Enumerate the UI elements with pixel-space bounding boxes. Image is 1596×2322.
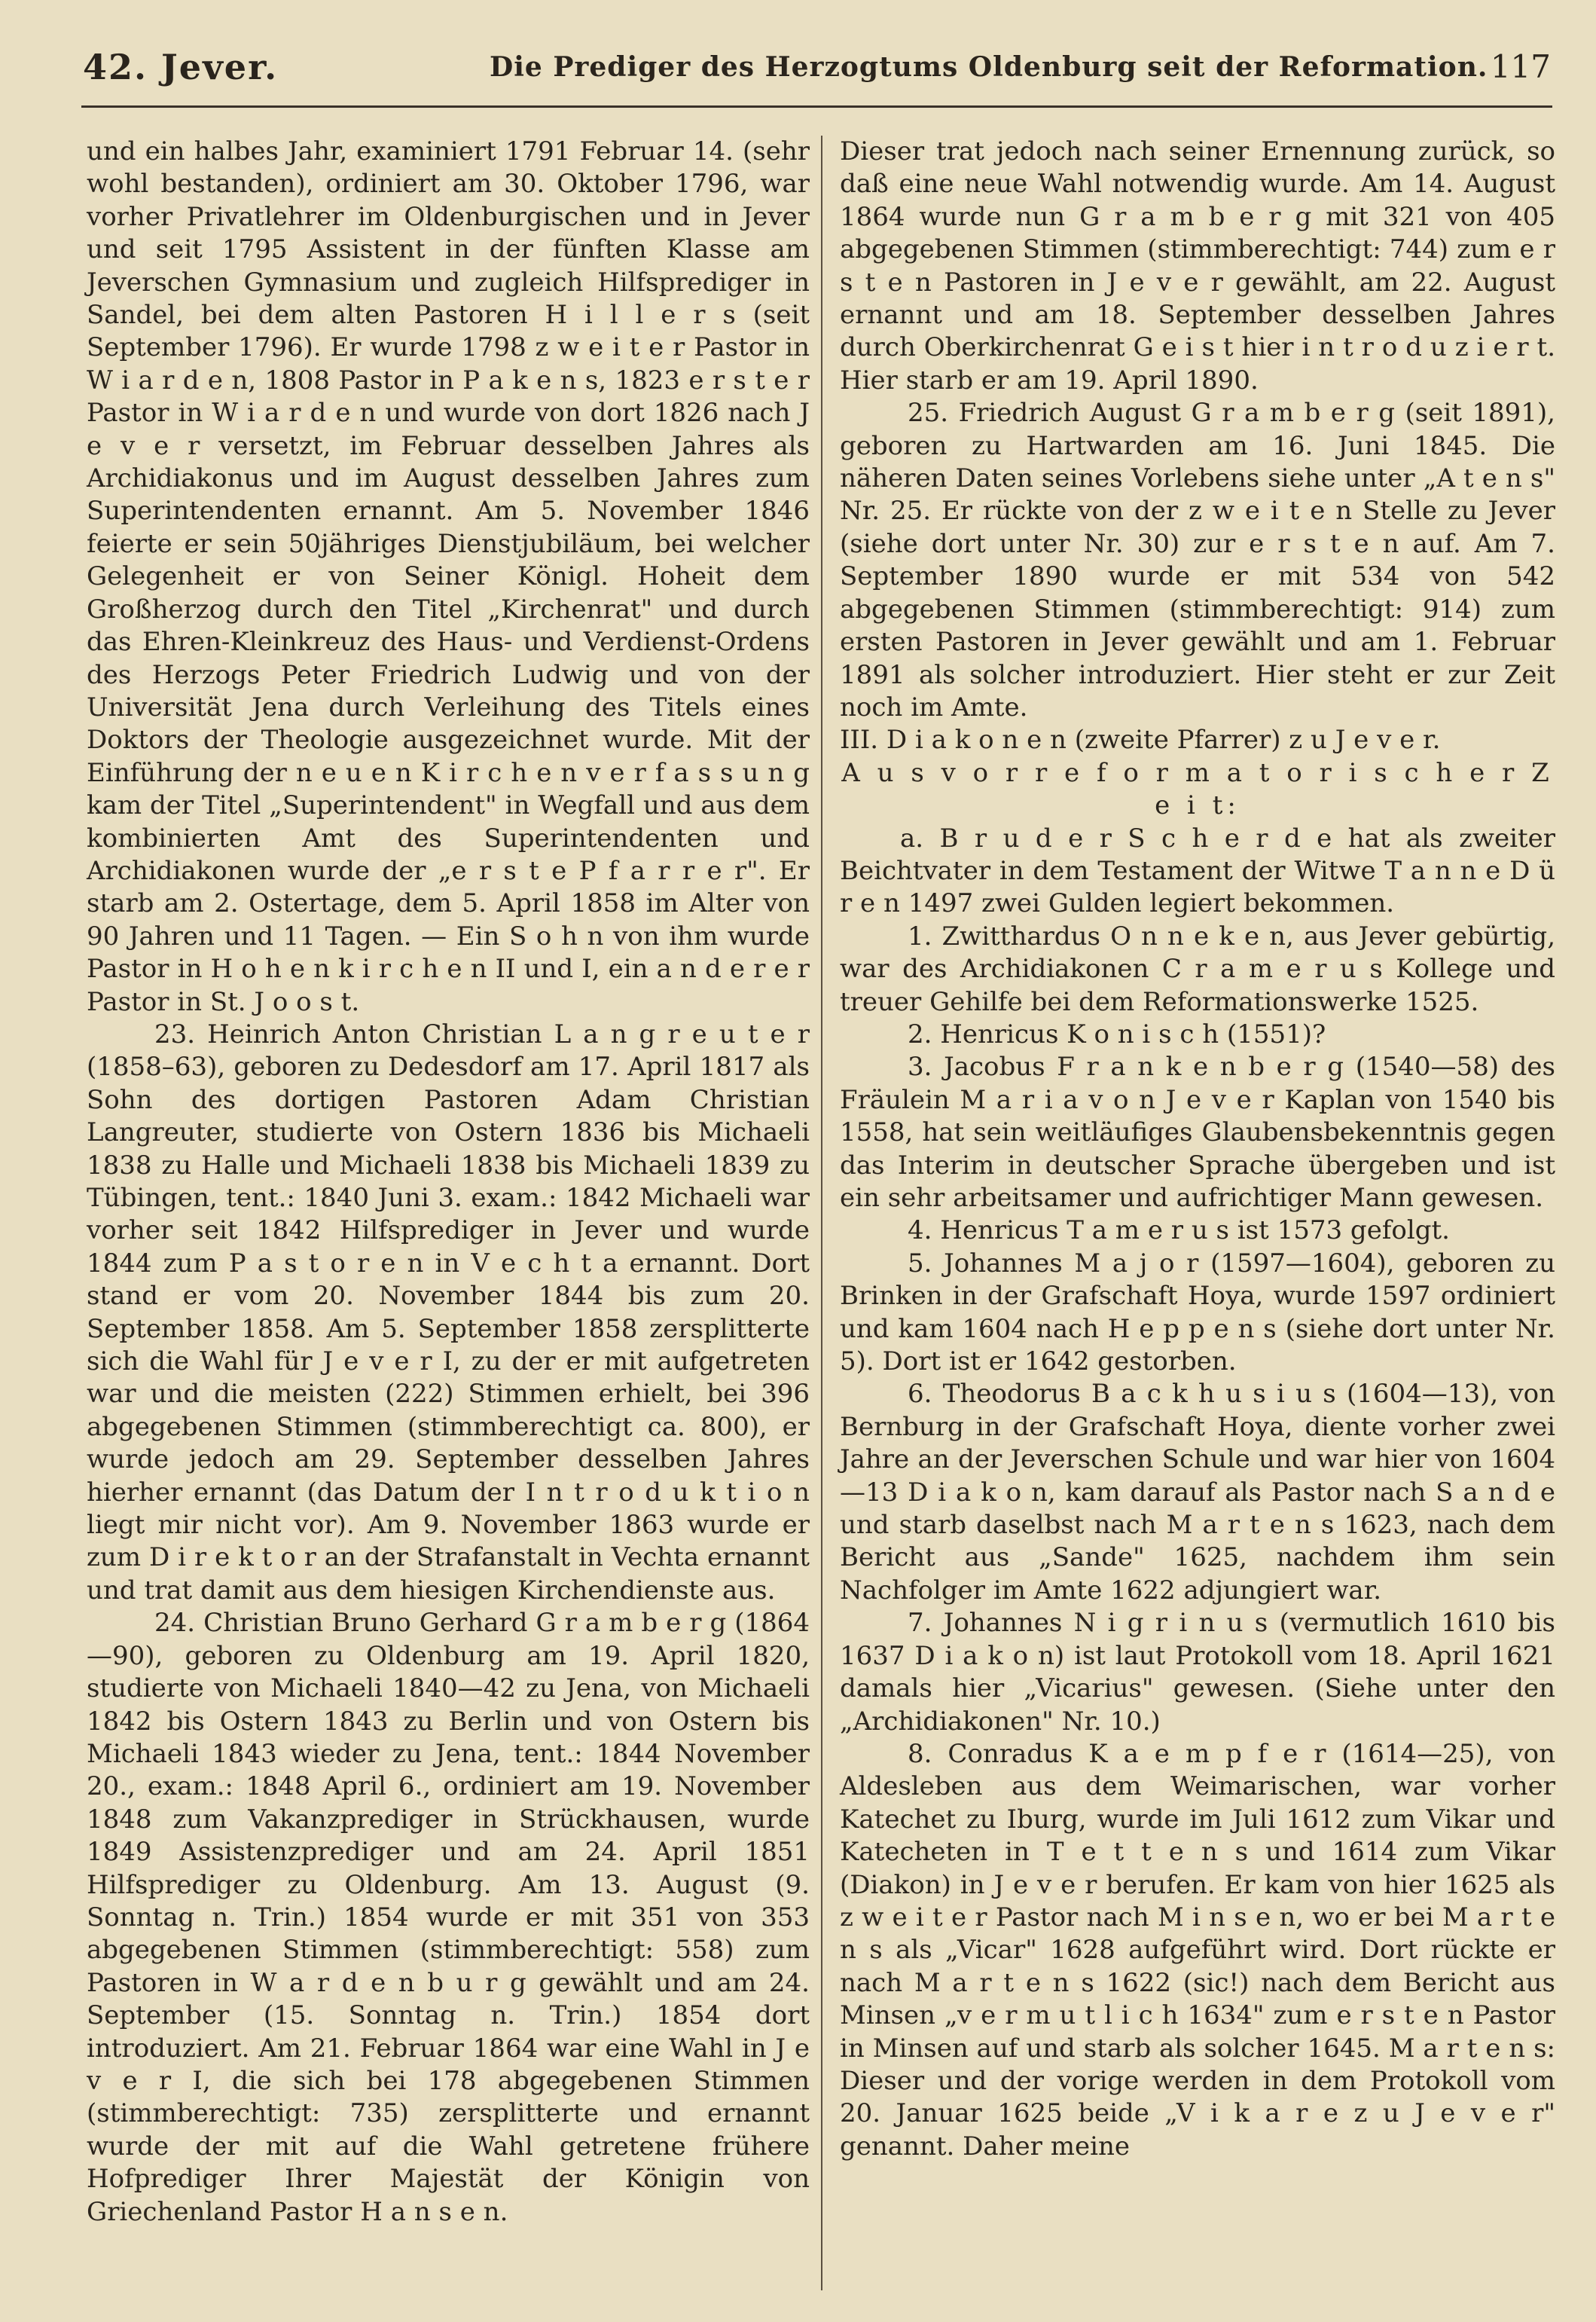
page-number: 117 (1490, 48, 1551, 85)
running-head-title: Die Prediger des Herzogtums Oldenburg seit der Reformation. (490, 51, 1488, 83)
paragraph: und ein halbes Jahr, examiniert 1791 Februar 14. (sehr wohl bestanden), ordiniert am 30. Oktober 1796, war vorher Privatlehrer im Oldenburgischen und in Jever und seit 1795 Assistent in der fünften Klasse am Jeverschen Gymnasium und zugleich Hilfsprediger in Sandel, bei dem alten Pastoren H i l l e r s (seit September 1796). Er wurde 1798 z w e i t e r Pastor in W i a r d e n, 1808 Pastor in P a k e n s, 1823 e r s t e r Pastor in W i a r d e n und wurde von dort 1826 nach J e v e r versetzt, im Februar desselben Jahres als Archidiakonus und im August desselben Jahres zum Superintendenten ernannt. Am 5. November 1846 feierte er sein 50jähriges Dienstjubiläum, bei welcher Gelegenheit er von Seiner Königl. Hoheit dem Großherzog durch den Titel „Kirchenrat" und durch das Ehren-Kleinkreuz des Haus- und Verdienst-Ordens des Herzogs Peter Friedrich Ludwig und von der Universität Jena durch Verleihung des Titels eines Doktors der Theologie ausgezeichnet wurde. Mit der Einführung der n e u e n K i r c h e n v e r f a s s u n g kam der Titel „Superintendent" in Wegfall und aus dem kombinierten Amt des Superintendenten und Archidiakonen wurde der „e r s t e P f a r r e r". Er starb am 2. Ostertage, dem 5. April 1858 im Alter von 90 Jahren und 11 Tagen. — Ein S o h n von ihm wurde Pastor in H o h e n k i r c h e n II und I, ein a n d e r e r Pastor in St. J o o s t. (87, 136, 810, 1017)
paragraph: 1. Zwitthardus O n n e k e n, aus Jever gebürtig, war des Archidiakonen C r a m e r u s Kollege und treuer Gehilfe bei dem Reformationswerke 1525. (840, 921, 1555, 1017)
paragraph: 5. Johannes M a j o r (1597—1604), geboren zu Brinken in der Grafschaft Hoya, wurde 1597 ordiniert und kam 1604 nach H e p p e n s (siehe dort unter Nr. 5). Dort ist er 1642 gestorben. (840, 1248, 1555, 1377)
paragraph: 8. Conradus K a e m p f e r (1614—25), von Aldesleben aus dem Weimarischen, war vorher Katechet zu Iburg, wurde im Juli 1612 zum Vikar und Katecheten in T e t t e n s und 1614 zum Vikar (Diakon) in J e v e r berufen. Er kam von hier 1625 als z w e i t e r Pastor nach M i n s e n, wo er bei M a r t e n s als „Vicar" 1628 aufgeführt wird. Dort rückte er nach M a r t e n s 1622 (sic!) nach dem Bericht aus Minsen „v e r m u t l i c h 1634" zum e r s t e n Pastor in Minsen auf und starb als solcher 1645. M a r t e n s: Dieser und der vorige werden in dem Protokoll vom 20. Januar 1625 beide „V i k a r e z u J e v e r" genannt. Daher meine (840, 1738, 1555, 2162)
right-column (840, 136, 1555, 2163)
section-heading: III. D i a k o n e n (zweite Pfarrer) z u J e v e r. (840, 725, 1441, 756)
paragraph: 4. Henricus T a m e r u s ist 1573 gefolgt. (908, 1215, 1450, 1246)
paragraph: 6. Theodorus B a c k h u s i u s (1604—13), von Bernburg in der Grafschaft Hoya, diente vorher zwei Jahre an der Jeverschen Schule und war hier von 1604—13 D i a k o n, kam darauf als Pastor nach S a n d e und starb daselbst nach M a r t e n s 1623, nach dem Bericht aus „Sande" 1625, nachdem ihm sein Nachfolger im Amte 1622 adjungiert war. (840, 1379, 1555, 1606)
paragraph: a. B r u d e r S c h e r d e hat als zweiter Beichtvater in dem Testament der Witwe T a n n e D ü r e n 1497 zwei Gulden legiert bekommen. (840, 823, 1555, 919)
paragraph: 3. Jacobus F r a n k e n b e r g (1540—58) des Fräulein M a r i a v o n J e v e r Kaplan von 1540 bis 1558, hat sein weitläufiges Glaubensbekenntnis gegen das Interim in deutscher Sprache übergeben und ist ein sehr arbeitsamer und aufrichtiger Mann gewesen. (840, 1052, 1555, 1213)
paragraph: 7. Johannes N i g r i n u s (vermutlich 1610 bis 1637 D i a k o n) ist laut Protokoll vom 18. April 1621 damals hier „Vicarius" gewesen. (Siehe unter den „Archidiakonen" Nr. 10.) (840, 1608, 1555, 1737)
subsection-heading: A u s v o r r e f o r m a t o r i s c h e r Z e i t: (841, 757, 1554, 821)
paragraph: 25. Friedrich August G r a m b e r g (seit 1891), geboren zu Hartwarden am 16. Juni 1845. Die näheren Daten seines Vorlebens siehe unter „A t e n s" Nr. 25. Er rückte von der z w e i t e n Stelle zu Jever (siehe dort unter Nr. 30) zur e r s t e n auf. Am 7. September 1890 wurde er mit 534 von 542 abgegebenen Stimmen (stimmberechtigt: 914) zum ersten Pastoren in Jever gewählt und am 1. Februar 1891 als solcher introduziert. Hier steht er zur Zeit noch im Amte. (840, 398, 1555, 723)
running-head-left: 42. Jever. (83, 47, 279, 87)
paragraph: 2. Henricus K o n i s c h (1551)? (908, 1019, 1326, 1049)
paragraph: 23. Heinrich Anton Christian L a n g r e u t e r (1858–63), geboren zu Dedesdorf am 17. April 1817 als Sohn des dortigen Pastoren Adam Christian Langreuter, studierte von Ostern 1836 bis Michaeli 1838 zu Halle und Michaeli 1838 bis Michaeli 1839 zu Tübingen, tent.: 1840 Juni 3. exam.: 1842 Michaeli war vorher seit 1842 Hilfsprediger in Jever und wurde 1844 zum P a s t o r e n in V e c h t a ernannt. Dort stand er vom 20. November 1844 bis zum 20. September 1858. Am 5. September 1858 zersplitterte sich die Wahl für J e v e r I, zu der er mit aufgetreten war und die meisten (222) Stimmen erhielt, bei 396 abgegebenen Stimmen (stimmberechtigt ca. 800), er wurde jedoch am 29. September desselben Jahres hierher ernannt (das Datum der I n t r o d u k t i o n liegt mir nicht vor). Am 9. November 1863 wurde er zum D i r e k t o r an der Strafanstalt in Vechta ernannt und trat damit aus dem hiesigen Kirchendienste aus. (87, 1019, 810, 1606)
column-divider (821, 136, 822, 2290)
paragraph: 24. Christian Bruno Gerhard G r a m b e r g (1864—90), geboren zu Oldenburg am 19. April 1820, studierte von Michaeli 1840—42 zu Jena, von Michaeli 1842 bis Ostern 1843 zu Berlin und von Ostern bis Michaeli 1843 wieder zu Jena, tent.: 1844 November 20., exam.: 1848 April 6., ordiniert am 19. November 1848 zum Vakanzprediger in Strückhausen, wurde 1849 Assistenzprediger und am 24. April 1851 Hilfsprediger zu Oldenburg. Am 13. August (9. Sonntag n. Trin.) 1854 wurde er mit 351 von 353 abgegebenen Stimmen (stimmberechtigt: 558) zum Pastoren in W a r d e n b u r g gewählt und am 24. September (15. Sonntag n. Trin.) 1854 dort introduziert. Am 21. Februar 1864 war eine Wahl in J e v e r I, die sich bei 178 abgegebenen Stimmen (stimmberechtigt: 735) zersplitterte und ernannt wurde der mit auf die Wahl getretene frühere Hofprediger Ihrer Majestät der Königin von Griechenland Pastor H a n s e n. (87, 1608, 810, 2227)
page-header (83, 47, 1551, 99)
paragraph: Dieser trat jedoch nach seiner Ernennung zurück, so daß eine neue Wahl notwendig wurde. Am 14. August 1864 wurde nun G r a m b e r g mit 321 von 405 abgegebenen Stimmen (stimmberechtigt: 744) zum e r s t e n Pastoren in J e v e r gewählt, am 22. August ernannt und am 18. September desselben Jahres durch Oberkirchenrat G e i s t hier i n t r o d u z i e r t. Hier starb er am 19. April 1890. (840, 136, 1555, 396)
left-column (87, 136, 810, 2229)
header-rule (81, 105, 1552, 108)
